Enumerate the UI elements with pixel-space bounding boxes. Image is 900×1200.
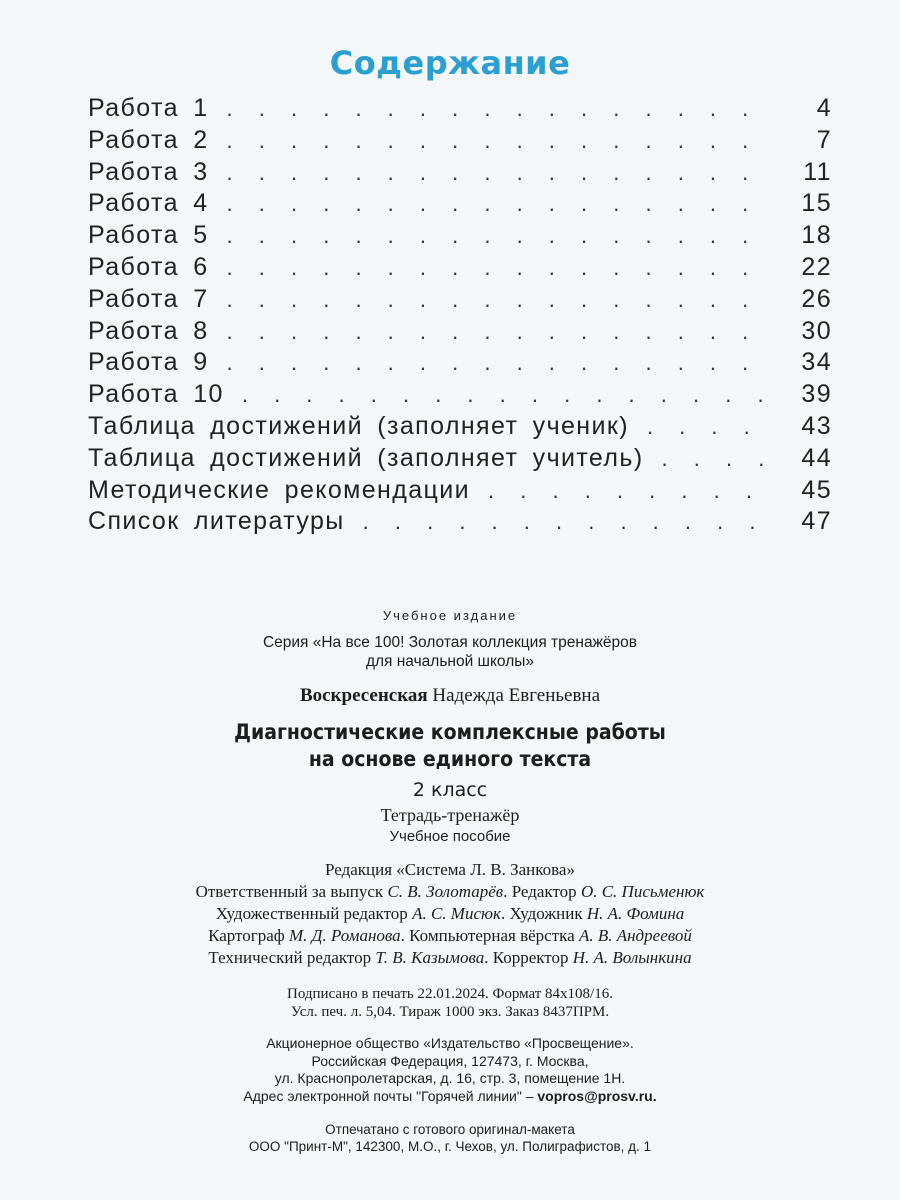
toc-entry [88, 412, 832, 444]
hotline-email-label: Адрес электронной почты "Горячей линии" – [243, 1087, 538, 1104]
staff-role: . Корректор [484, 948, 573, 967]
toc-entry-page: 7 [816, 125, 832, 154]
toc-entry-label: Список литературы [88, 507, 345, 536]
series-line-1: Серия «На все 100! Золотая коллекция тренажёров [262, 634, 638, 651]
staff-role: Картограф [208, 926, 290, 945]
publisher-line-3: ул. Краснопролетарская, д. 16, стр. 3, помещение 1Н. [274, 1070, 626, 1086]
publisher-line-2: Российская Федерация, 127473, г. Москва, [311, 1052, 589, 1069]
imprint-block [0, 608, 900, 1155]
staff-person: Н. А. Волынкина [572, 948, 692, 967]
staff-role: . Редактор [503, 882, 581, 901]
toc-leader-dots [227, 223, 774, 249]
printer-line-1: Отпечатано с готового оригинал-макета [325, 1122, 575, 1137]
staff-list [0, 881, 900, 969]
toc-entry-label: Работа 7 [88, 284, 209, 313]
book-title-line-2: на основе единого текста [308, 747, 592, 771]
printer-info [0, 1121, 900, 1155]
toc-entry [88, 253, 832, 285]
toc-leader-dots [242, 382, 774, 408]
toc-entry-label: Таблица достижений (заполняет ученик) [88, 411, 629, 440]
toc-entry-label: Методические рекомендации [88, 475, 471, 504]
toc-entry [88, 507, 832, 539]
staff-person: А. С. Мисюк [412, 904, 501, 923]
author [0, 685, 900, 707]
toc-entry-page: 18 [801, 221, 832, 250]
toc-leader-dots [227, 350, 774, 376]
staff-role: . Компьютерная вёрстка [400, 926, 579, 945]
toc-leader-dots [488, 478, 774, 504]
toc-entry-page: 47 [801, 507, 832, 536]
staff-role: Технический редактор [208, 948, 376, 967]
author-surname: Воскресенская [299, 685, 428, 706]
toc-entry-label: Работа 4 [88, 189, 209, 218]
staff-line [0, 881, 900, 903]
staff-role: Художественный редактор [215, 904, 413, 923]
toc-leader-dots [227, 160, 774, 186]
hotline-email-address: vopros@prosv.ru. [537, 1087, 657, 1104]
toc-entry [88, 285, 832, 317]
page-title: Содержание [329, 44, 571, 82]
staff-role: Ответственный за выпуск [195, 882, 388, 901]
toc-entry-label: Работа 2 [88, 125, 209, 154]
staff-person: Н. А. Фомина [586, 904, 685, 923]
toc-leader-dots [647, 414, 774, 440]
toc-entry-label: Работа 8 [88, 316, 209, 345]
staff-person: Т. В. Казымова [375, 948, 485, 967]
toc-entry-page: 26 [801, 284, 832, 313]
hotline-email [0, 1088, 900, 1106]
toc-entry-page: 43 [801, 411, 832, 440]
staff-line [0, 903, 900, 925]
edition-kind: Учебное издание [382, 608, 518, 623]
toc-entry-label: Работа 3 [88, 157, 209, 186]
staff-person: О. С. Письменюк [580, 882, 705, 901]
toc-leader-dots [227, 287, 774, 313]
toc-entry-label: Работа 10 [88, 380, 224, 409]
table-of-contents [88, 94, 832, 539]
toc-entry [88, 380, 832, 412]
toc-entry [88, 158, 832, 190]
toc-leader-dots [227, 191, 774, 217]
toc-entry [88, 444, 832, 476]
toc-leader-dots [363, 509, 774, 535]
toc-entry [88, 126, 832, 158]
series-line-2: для начальной школы» [365, 653, 535, 670]
book-title-line-1: Диагностические комплексные работы [234, 720, 666, 744]
publisher-info [0, 1035, 900, 1105]
staff-person: А. В. Андреевой [578, 926, 692, 945]
book-subtitle: Тетрадь-тренажёр [380, 805, 520, 825]
toc-entry-label: Работа 5 [88, 221, 209, 250]
toc-leader-dots [662, 446, 774, 472]
staff-person: М. Д. Романова [289, 926, 401, 945]
toc-entry-page: 11 [803, 157, 832, 186]
toc-leader-dots [227, 255, 774, 281]
toc-entry-page: 44 [801, 443, 832, 472]
toc-entry [88, 476, 832, 508]
toc-entry-label: Работа 1 [88, 94, 209, 122]
print-info [0, 985, 900, 1021]
toc-entry [88, 348, 832, 380]
toc-entry-label: Работа 6 [88, 252, 209, 281]
toc-entry-label: Работа 9 [88, 348, 209, 377]
toc-entry-page: 15 [801, 189, 832, 218]
toc-entry-page: 45 [801, 475, 832, 504]
redaction: Редакция «Система Л. В. Занкова» [325, 860, 575, 879]
toc-entry-page: 30 [801, 316, 832, 345]
toc-entry-page: 34 [801, 348, 832, 377]
book-kind: Учебное пособие [389, 828, 511, 845]
staff-line [0, 947, 900, 969]
publisher-line-1: Акционерное общество «Издательство «Просвещение». [266, 1035, 634, 1051]
toc-entry [88, 94, 832, 126]
print-info-line-2: Усл. печ. л. 5,04. Тираж 1000 экз. Заказ 8437ПРМ. [290, 1004, 610, 1020]
toc-entry [88, 189, 832, 221]
toc-leader-dots [227, 128, 774, 154]
grade: 2 класс [412, 779, 488, 801]
toc-entry-page: 22 [801, 252, 832, 281]
toc-entry-label: Таблица достижений (заполняет учитель) [88, 443, 644, 472]
printer-line-2: ООО "Принт-М", 142300, М.О., г. Чехов, ул. Полиграфистов, д. 1 [248, 1139, 652, 1154]
staff-person: С. В. Золотарёв [387, 882, 504, 901]
toc-entry [88, 221, 832, 253]
author-name: Надежда Евгеньевна [432, 685, 601, 706]
toc-entry-page: 4 [816, 94, 832, 122]
staff-line [0, 925, 900, 947]
toc-leader-dots [227, 96, 774, 122]
print-info-line-1: Подписано в печать 22.01.2024. Формат 84x108/16. [287, 986, 613, 1002]
toc-leader-dots [227, 319, 774, 345]
staff-role: . Художник [500, 904, 587, 923]
toc-entry [88, 317, 832, 349]
toc-entry-page: 39 [801, 380, 832, 409]
